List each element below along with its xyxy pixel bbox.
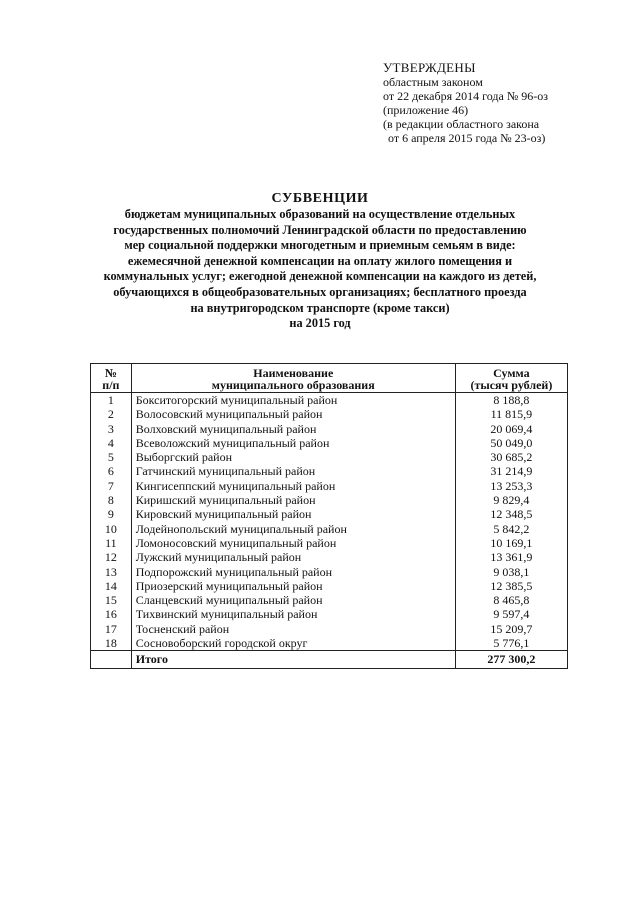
total-label: Итого (131, 651, 455, 668)
header-number-line1: № (104, 366, 117, 380)
row-sum: 12 385,5 (455, 579, 567, 593)
header-name-line2: муниципального образования (211, 378, 375, 392)
row-sum: 13 361,9 (455, 550, 567, 564)
header-number-line2: п/п (102, 378, 120, 392)
row-number: 18 (91, 636, 132, 651)
table-row (91, 436, 568, 450)
header-number (91, 364, 132, 393)
row-sum: 11 815,9 (455, 407, 567, 421)
header-name (131, 364, 455, 393)
row-name: Кингисеппский муниципальный район (131, 479, 455, 493)
title-line: государственных полномочий Ленинградской области по предоставлению (113, 222, 527, 237)
row-name: Подпорожский муниципальный район (131, 565, 455, 579)
row-name: Тосненский район (131, 622, 455, 636)
title-line: мер социальной поддержки многодетным и приемным семьям в виде: (124, 238, 516, 253)
table-row (91, 607, 568, 621)
row-name: Волосовский муниципальный район (131, 407, 455, 421)
table-row (91, 393, 568, 408)
header-sum (455, 364, 567, 393)
row-name: Гатчинский муниципальный район (131, 464, 455, 478)
title-line: обучающихся в общеобразовательных организациях; бесплатного проезда (113, 284, 527, 299)
table-row (91, 636, 568, 651)
header-sum-line2: (тысяч рублей) (470, 378, 553, 392)
table-row (91, 422, 568, 436)
header-sum-line1: Сумма (493, 366, 530, 380)
row-name: Всеволожский муниципальный район (131, 436, 455, 450)
row-name: Кировский муниципальный район (131, 507, 455, 521)
header-name-line1: Наименование (253, 366, 334, 380)
row-number: 1 (91, 393, 132, 408)
row-number: 10 (91, 522, 132, 536)
approval-heading: УТВЕРЖДЕНЫ (383, 60, 476, 75)
table-row (91, 565, 568, 579)
row-sum: 12 348,5 (455, 507, 567, 521)
title-line: ежемесячной денежной компенсации на оплату жилого помещения и (127, 253, 513, 268)
subventions-table (90, 363, 568, 669)
row-number: 16 (91, 607, 132, 621)
row-number: 15 (91, 593, 132, 607)
row-number: 7 (91, 479, 132, 493)
title-line: на внутригородском транспорте (кроме такси) (190, 300, 450, 315)
row-number: 8 (91, 493, 132, 507)
row-name: Сосновоборский городской округ (131, 636, 455, 651)
row-name: Бокситогорский муниципальный район (131, 393, 455, 408)
approval-line: областным законом (383, 75, 483, 89)
table-row (91, 450, 568, 464)
row-sum: 9 829,4 (455, 493, 567, 507)
approval-block (383, 60, 623, 145)
table-header-row (91, 364, 568, 393)
table-row (91, 579, 568, 593)
row-number: 11 (91, 536, 132, 550)
row-sum: 30 685,2 (455, 450, 567, 464)
row-number: 13 (91, 565, 132, 579)
page-title: СУБВЕНЦИИ (271, 191, 369, 206)
table-row (91, 507, 568, 521)
row-number: 6 (91, 464, 132, 478)
row-name: Тихвинский муниципальный район (131, 607, 455, 621)
row-number: 14 (91, 579, 132, 593)
total-row (91, 651, 568, 668)
row-name: Киришский муниципальный район (131, 493, 455, 507)
row-number: 5 (91, 450, 132, 464)
row-sum: 5 842,2 (455, 522, 567, 536)
row-number: 3 (91, 422, 132, 436)
row-name: Выборгский район (131, 450, 455, 464)
row-sum: 20 069,4 (455, 422, 567, 436)
approval-line: (приложение 46) (383, 103, 469, 117)
row-name: Лужский муниципальный район (131, 550, 455, 564)
approval-line: от 22 декабря 2014 года № 96-оз (383, 89, 549, 103)
row-name: Лодейнопольский муниципальный район (131, 522, 455, 536)
row-sum: 50 049,0 (455, 436, 567, 450)
row-sum: 9 038,1 (455, 565, 567, 579)
table-row (91, 464, 568, 478)
total-sum: 277 300,2 (455, 651, 567, 668)
row-number: 9 (91, 507, 132, 521)
row-sum: 31 214,9 (455, 464, 567, 478)
table-row (91, 593, 568, 607)
row-name: Волховский муниципальный район (131, 422, 455, 436)
title-line: на 2015 год (289, 316, 351, 331)
row-name: Приозерский муниципальный район (131, 579, 455, 593)
table-row (91, 622, 568, 636)
table-row (91, 522, 568, 536)
table-row (91, 550, 568, 564)
table-body (91, 393, 568, 651)
row-sum: 10 169,1 (455, 536, 567, 550)
total-number-cell (91, 651, 132, 668)
row-sum: 8 188,8 (455, 393, 567, 408)
approval-line: (в редакции областного закона (383, 117, 540, 131)
table-row (91, 493, 568, 507)
approval-line: от 6 апреля 2015 года № 23-оз) (388, 131, 546, 145)
table-row (91, 536, 568, 550)
row-sum: 5 776,1 (455, 636, 567, 651)
row-sum: 8 465,8 (455, 593, 567, 607)
row-number: 12 (91, 550, 132, 564)
row-name: Ломоносовский муниципальный район (131, 536, 455, 550)
row-sum: 9 597,4 (455, 607, 567, 621)
row-name: Сланцевский муниципальный район (131, 593, 455, 607)
row-sum: 15 209,7 (455, 622, 567, 636)
row-number: 2 (91, 407, 132, 421)
row-number: 17 (91, 622, 132, 636)
table-row (91, 407, 568, 421)
row-sum: 13 253,3 (455, 479, 567, 493)
title-line: коммунальных услуг; ежегодной денежной компенсации на каждого из детей, (103, 269, 537, 284)
document-title (80, 190, 560, 332)
row-number: 4 (91, 436, 132, 450)
title-line: бюджетам муниципальных образований на осуществление отдельных (124, 207, 516, 221)
table-row (91, 479, 568, 493)
